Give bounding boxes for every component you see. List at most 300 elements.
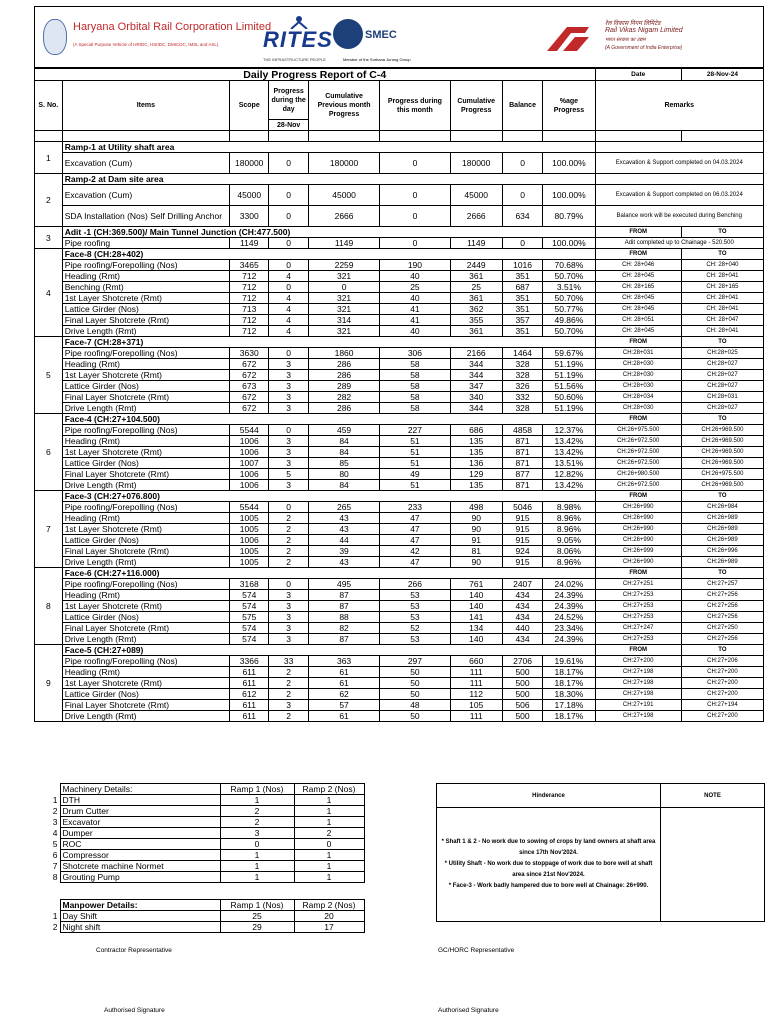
to-chainage-cell: CH: 28+041 (681, 293, 763, 304)
balance-cell: 634 (502, 206, 542, 227)
balance-cell: 1016 (502, 260, 542, 271)
scope-cell: 1006 (230, 447, 269, 458)
ramp1-count: 1 (220, 850, 294, 861)
table-row (35, 546, 764, 557)
pct-cell: 8.06% (543, 546, 595, 557)
progress-day-cell: 3 (269, 480, 308, 491)
progress-month-cell: 190 (380, 260, 450, 271)
scope-cell: 712 (230, 293, 269, 304)
cum-prev-cell: 286 (308, 370, 379, 381)
from-chainage-cell: CH:28+030 (595, 370, 681, 381)
scope-cell: 1005 (230, 546, 269, 557)
progress-day-cell: 4 (269, 304, 308, 315)
table-row (35, 612, 764, 623)
table-row (35, 667, 764, 678)
balance-cell: 351 (502, 304, 542, 315)
cum-prev-cell: 39 (308, 546, 379, 557)
machinery-name: Compressor (60, 850, 220, 861)
cum-prev-cell: 87 (308, 634, 379, 645)
scope-cell: 1005 (230, 513, 269, 524)
table-row (35, 153, 764, 174)
from-chainage-cell: CH:27+200 (595, 656, 681, 667)
progress-month-cell: 306 (380, 348, 450, 359)
machinery-row (34, 806, 364, 817)
horc-emblem-icon (43, 19, 67, 55)
cum-prev-cell: 85 (308, 458, 379, 469)
from-header: FROM (595, 414, 681, 425)
progress-day-cell: 3 (269, 392, 308, 403)
item-cell: Lattice Girder (Nos) (62, 689, 229, 700)
to-chainage-cell: CH: 28+040 (681, 260, 763, 271)
progress-day-cell: 0 (269, 185, 308, 206)
scope-cell: 672 (230, 403, 269, 414)
from-chainage-cell: CH:27+253 (595, 590, 681, 601)
cum-progress-cell: 111 (450, 678, 502, 689)
cum-progress-cell: 340 (450, 392, 502, 403)
table-row (35, 458, 764, 469)
from-chainage-cell: CH:26+972.500 (595, 447, 681, 458)
progress-month-cell: 58 (380, 392, 450, 403)
machinery-row (34, 850, 364, 861)
header-scope: Scope (230, 81, 269, 131)
section-title: Ramp-2 at Dam site area (62, 174, 595, 185)
scope-cell: 45000 (230, 185, 269, 206)
pct-cell: 18.17% (543, 711, 595, 722)
from-chainage-cell: CH: 28+045 (595, 326, 681, 337)
cum-progress-cell: 347 (450, 381, 502, 392)
header-day-date: 28-Nov (269, 120, 308, 131)
to-chainage-cell: CH:27+200 (681, 667, 763, 678)
smec-globe-icon (333, 19, 363, 49)
table-row (35, 206, 764, 227)
cum-progress-cell: 344 (450, 359, 502, 370)
progress-month-cell: 41 (380, 304, 450, 315)
section-title-row (35, 174, 764, 185)
cum-prev-cell: 43 (308, 557, 379, 568)
progress-month-cell: 297 (380, 656, 450, 667)
pct-cell: 9.05% (543, 535, 595, 546)
scope-cell: 574 (230, 634, 269, 645)
cum-progress-cell: 2666 (450, 206, 502, 227)
hinderance-line: * Utility Shaft - No work due to stoppage of work due to bore well at shaft area since 21st Nov'2024. (444, 861, 653, 878)
rvnl-hindi-name: रेल विकास निगम लिमिटेड (605, 21, 661, 27)
cum-prev-cell: 314 (308, 315, 379, 326)
item-cell: Pipe roofing/Forepolling (Nos) (62, 260, 229, 271)
table-row (35, 359, 764, 370)
to-chainage-cell: CH: 28+047 (681, 315, 763, 326)
machinery-spacer (34, 784, 60, 795)
from-chainage-cell: CH:26+980.500 (595, 469, 681, 480)
pct-cell: 13.42% (543, 480, 595, 491)
progress-day-cell: 0 (269, 348, 308, 359)
progress-day-cell: 2 (269, 678, 308, 689)
row-number: 8 (34, 872, 60, 883)
pct-cell: 8.96% (543, 557, 595, 568)
scope-cell: 611 (230, 700, 269, 711)
from-header: FROM (595, 568, 681, 579)
to-chainage-cell: CH: 28+165 (681, 282, 763, 293)
pct-cell: 18.30% (543, 689, 595, 700)
cum-prev-cell: 43 (308, 513, 379, 524)
from-chainage-cell: CH: 28+051 (595, 315, 681, 326)
balance-cell: 500 (502, 678, 542, 689)
row-number: 5 (34, 839, 60, 850)
scope-cell: 1005 (230, 524, 269, 535)
spacer-cell (380, 131, 450, 142)
scope-cell: 712 (230, 271, 269, 282)
table-row (35, 326, 764, 337)
item-cell: Final Layer Shotcrete (Rmt) (62, 623, 229, 634)
from-header: FROM (595, 645, 681, 656)
to-chainage-cell: CH:27+256 (681, 612, 763, 623)
to-header: TO (681, 337, 763, 348)
to-header: TO (681, 414, 763, 425)
progress-month-cell: 51 (380, 436, 450, 447)
section-title: Adit -1 (CH:369.500)/ Main Tunnel Junction (CH:477.500) (62, 227, 595, 238)
section-title-row (35, 491, 764, 502)
balance-cell: 434 (502, 590, 542, 601)
balance-cell: 440 (502, 623, 542, 634)
cum-progress-cell: 91 (450, 535, 502, 546)
balance-cell: 328 (502, 403, 542, 414)
pct-cell: 23.34% (543, 623, 595, 634)
scope-cell: 611 (230, 678, 269, 689)
to-chainage-cell: CH:27+256 (681, 601, 763, 612)
progress-day-cell: 3 (269, 359, 308, 370)
cum-progress-cell: 134 (450, 623, 502, 634)
item-cell: Pipe roofing/Forepolling (Nos) (62, 425, 229, 436)
ramp1-count: 3 (220, 828, 294, 839)
progress-month-cell: 266 (380, 579, 450, 590)
pct-cell: 12.82% (543, 469, 595, 480)
pct-cell: 51.56% (543, 381, 595, 392)
to-chainage-cell: CH:26+969.500 (681, 425, 763, 436)
cum-prev-cell: 321 (308, 304, 379, 315)
to-chainage-cell: CH:28+027 (681, 381, 763, 392)
balance-cell: 0 (502, 185, 542, 206)
to-chainage-cell: CH: 28+041 (681, 271, 763, 282)
progress-month-cell: 47 (380, 513, 450, 524)
table-row (35, 304, 764, 315)
item-cell: SDA Installation (Nos) Self Drilling Anchor (62, 206, 229, 227)
progress-day-cell: 3 (269, 623, 308, 634)
pct-cell: 13.51% (543, 458, 595, 469)
to-chainage-cell: CH: 28+041 (681, 326, 763, 337)
to-chainage-cell: CH: 28+041 (681, 304, 763, 315)
progress-day-cell: 5 (269, 469, 308, 480)
contractor-auth-signature: Authorised Signature (104, 1007, 165, 1014)
scope-cell: 3366 (230, 656, 269, 667)
table-row (35, 403, 764, 414)
progress-day-cell: 2 (269, 689, 308, 700)
table-row (35, 623, 764, 634)
cum-progress-cell: 2449 (450, 260, 502, 271)
table-row (35, 557, 764, 568)
rites-tagline: THE INFRASTRUCTURE PEOPLE (263, 57, 326, 62)
scope-cell: 5544 (230, 425, 269, 436)
balance-cell: 351 (502, 271, 542, 282)
table-row (35, 447, 764, 458)
pct-cell: 70.68% (543, 260, 595, 271)
cum-progress-cell: 362 (450, 304, 502, 315)
pct-cell: 18.17% (543, 678, 595, 689)
row-number: 2 (34, 806, 60, 817)
progress-month-cell: 53 (380, 634, 450, 645)
progress-month-cell: 0 (380, 206, 450, 227)
cum-prev-cell: 180000 (308, 153, 379, 174)
item-cell: Pipe roofing/Forepolling (Nos) (62, 579, 229, 590)
from-chainage-cell: CH:26+999 (595, 546, 681, 557)
cum-prev-cell: 286 (308, 403, 379, 414)
remark-cell: Balance work will be executed during Benching (595, 206, 763, 227)
section-title-row (35, 645, 764, 656)
scope-cell: 3168 (230, 579, 269, 590)
balance-cell: 434 (502, 601, 542, 612)
to-chainage-cell: CH:26+989 (681, 557, 763, 568)
from-header: FROM (595, 491, 681, 502)
table-row (35, 370, 764, 381)
from-chainage-cell: CH:26+990 (595, 513, 681, 524)
scope-cell: 673 (230, 381, 269, 392)
progress-day-cell: 4 (269, 326, 308, 337)
item-cell: Lattice Girder (Nos) (62, 612, 229, 623)
scope-cell: 3300 (230, 206, 269, 227)
item-cell: Excavation (Cum) (62, 185, 229, 206)
header-sno: S. No. (35, 81, 63, 131)
rvnl-english-name: Rail Vikas Nigam Limited (605, 27, 683, 34)
table-row (35, 392, 764, 403)
section-title-row (35, 414, 764, 425)
section-title-row (35, 142, 764, 153)
remark-cell: Excavation & Support completed on 06.03.2024 (595, 185, 763, 206)
from-chainage-cell: CH:26+990 (595, 502, 681, 513)
machinery-row (34, 861, 364, 872)
section-title-row (35, 337, 764, 348)
row-number: 2 (34, 922, 60, 933)
progress-month-cell: 227 (380, 425, 450, 436)
pct-cell: 8.96% (543, 524, 595, 535)
section-title: Face-3 (CH:27+076.800) (62, 491, 595, 502)
from-chainage-cell: CH:27+247 (595, 623, 681, 634)
balance-cell: 0 (502, 238, 542, 249)
cum-progress-cell: 180000 (450, 153, 502, 174)
cum-prev-cell: 265 (308, 502, 379, 513)
item-cell: Pipe roofing/Forepolling (Nos) (62, 348, 229, 359)
table-row (35, 678, 764, 689)
progress-day-cell: 2 (269, 667, 308, 678)
pct-cell: 13.42% (543, 447, 595, 458)
progress-month-cell: 47 (380, 557, 450, 568)
table-row (35, 348, 764, 359)
balance-cell: 687 (502, 282, 542, 293)
ramp1-count: 2 (220, 817, 294, 828)
spacer-cell (595, 131, 681, 142)
table-row (35, 480, 764, 491)
progress-day-cell: 4 (269, 315, 308, 326)
progress-day-cell: 2 (269, 513, 308, 524)
item-cell: Drive Length (Rmt) (62, 634, 229, 645)
from-chainage-cell: CH:28+030 (595, 359, 681, 370)
spacer-cell (230, 131, 269, 142)
pct-cell: 19.61% (543, 656, 595, 667)
spacer-cell (502, 131, 542, 142)
cum-progress-cell: 136 (450, 458, 502, 469)
machinery-table (34, 783, 365, 883)
item-cell: Pipe roofing/Forepolling (Nos) (62, 502, 229, 513)
cum-progress-cell: 1149 (450, 238, 502, 249)
pct-cell: 8.96% (543, 513, 595, 524)
from-chainage-cell: CH:28+031 (595, 348, 681, 359)
rvnl-emblem-icon (545, 23, 591, 53)
spacer-cell (308, 131, 379, 142)
from-header: FROM (595, 227, 681, 238)
from-chainage-cell: CH:27+191 (595, 700, 681, 711)
smec-tagline: Member of the Surbana Jurong Group (343, 57, 411, 62)
item-cell: 1st Layer Shotcrete (Rmt) (62, 293, 229, 304)
ramp1-count: 1 (220, 872, 294, 883)
machinery-name: Drum Cutter (60, 806, 220, 817)
cum-prev-cell: 84 (308, 436, 379, 447)
progress-day-cell: 3 (269, 590, 308, 601)
cum-prev-cell: 80 (308, 469, 379, 480)
progress-month-cell: 25 (380, 282, 450, 293)
ramp2-count: 2 (294, 828, 364, 839)
balance-cell: 500 (502, 711, 542, 722)
cum-progress-cell: 660 (450, 656, 502, 667)
pct-cell: 24.52% (543, 612, 595, 623)
scope-cell: 1006 (230, 436, 269, 447)
to-chainage-cell: CH:26+969.500 (681, 480, 763, 491)
progress-day-cell: 3 (269, 601, 308, 612)
spacer-cell (62, 131, 229, 142)
pct-cell: 12.37% (543, 425, 595, 436)
table-row (35, 524, 764, 535)
rvnl-logo (545, 13, 735, 63)
scope-cell: 574 (230, 590, 269, 601)
ramp1-count: 29 (220, 922, 294, 933)
ramp2-count: 1 (294, 872, 364, 883)
cum-prev-cell: 289 (308, 381, 379, 392)
progress-day-cell: 0 (269, 282, 308, 293)
scope-cell: 672 (230, 359, 269, 370)
scope-cell: 574 (230, 623, 269, 634)
from-chainage-cell: CH:27+198 (595, 667, 681, 678)
balance-cell: 871 (502, 436, 542, 447)
ramp2-count: 1 (294, 861, 364, 872)
table-row (35, 315, 764, 326)
contractor-rep-label: Contractor Representative (96, 947, 172, 954)
balance-cell: 434 (502, 612, 542, 623)
balance-cell: 915 (502, 513, 542, 524)
progress-day-cell: 33 (269, 656, 308, 667)
cum-prev-cell: 43 (308, 524, 379, 535)
progress-day-cell: 0 (269, 425, 308, 436)
to-header: TO (681, 645, 763, 656)
header-pct: %age Progress (543, 81, 595, 131)
item-cell: Final Layer Shotcrete (Rmt) (62, 469, 229, 480)
scope-cell: 672 (230, 370, 269, 381)
section-title: Face-4 (CH:27+104.500) (62, 414, 595, 425)
balance-cell: 328 (502, 370, 542, 381)
section-number: 1 (35, 142, 63, 174)
from-chainage-cell: CH: 28+045 (595, 293, 681, 304)
cum-prev-cell: 2259 (308, 260, 379, 271)
header-remarks: Remarks (595, 81, 763, 131)
cum-progress-cell: 135 (450, 480, 502, 491)
header-cum-prev: Cumulative Previous month Progress (308, 81, 379, 131)
progress-day-cell: 3 (269, 612, 308, 623)
item-cell: 1st Layer Shotcrete (Rmt) (62, 447, 229, 458)
to-header: TO (681, 568, 763, 579)
balance-cell: 5046 (502, 502, 542, 513)
machinery-row (34, 872, 364, 883)
to-chainage-cell: CH:27+206 (681, 656, 763, 667)
scope-cell: 713 (230, 304, 269, 315)
from-chainage-cell: CH:27+253 (595, 612, 681, 623)
pct-cell: 8.98% (543, 502, 595, 513)
progress-day-cell: 2 (269, 524, 308, 535)
progress-month-cell: 40 (380, 271, 450, 282)
table-row (35, 711, 764, 722)
to-chainage-cell: CH:28+025 (681, 348, 763, 359)
item-cell: Drive Length (Rmt) (62, 711, 229, 722)
item-cell: Benching (Rmt) (62, 282, 229, 293)
cum-prev-cell: 61 (308, 667, 379, 678)
item-cell: Final Layer Shotcrete (Rmt) (62, 700, 229, 711)
machinery-name: Grouting Pump (60, 872, 220, 883)
progress-month-cell: 42 (380, 546, 450, 557)
section-title: Face-8 (CH:28+402) (62, 249, 595, 260)
pct-cell: 51.19% (543, 403, 595, 414)
cum-progress-cell: 90 (450, 513, 502, 524)
pct-cell: 50.60% (543, 392, 595, 403)
section-title: Face-7 (CH:28+371) (62, 337, 595, 348)
note-cell (661, 808, 765, 922)
rites-logo (259, 15, 333, 65)
report-title: Daily Progress Report of C-4 (35, 69, 596, 81)
section-number: 8 (35, 568, 63, 645)
manpower-name: Night shift (60, 922, 220, 933)
cum-prev-cell: 495 (308, 579, 379, 590)
machinery-title: Machinery Details: (60, 784, 220, 795)
horc-title: Haryana Orbital Rail Corporation Limited (73, 21, 272, 33)
progress-day-cell: 3 (269, 634, 308, 645)
rites-wordmark: RITES (263, 27, 333, 52)
scope-cell: 672 (230, 392, 269, 403)
cum-progress-cell: 105 (450, 700, 502, 711)
table-row (35, 293, 764, 304)
balance-cell: 500 (502, 689, 542, 700)
progress-day-cell: 0 (269, 579, 308, 590)
from-chainage-cell: CH: 28+045 (595, 271, 681, 282)
cum-prev-cell: 87 (308, 601, 379, 612)
progress-month-cell: 47 (380, 524, 450, 535)
cum-progress-cell: 45000 (450, 185, 502, 206)
ramp2-count: 20 (294, 911, 364, 922)
pct-cell: 100.00% (543, 153, 595, 174)
progress-day-cell: 3 (269, 436, 308, 447)
header-items: Items (62, 81, 229, 131)
machinery-name: ROC (60, 839, 220, 850)
remark-cell: Adit completed up to Chainage - 520.500 (595, 238, 763, 249)
from-chainage-cell: CH:26+975.500 (595, 425, 681, 436)
cum-progress-cell: 344 (450, 403, 502, 414)
from-chainage-cell: CH:27+253 (595, 601, 681, 612)
machinery-ramp1-header: Ramp 1 (Nos) (220, 784, 294, 795)
ramp1-count: 1 (220, 795, 294, 806)
section-number: 9 (35, 645, 63, 722)
scope-cell: 611 (230, 711, 269, 722)
